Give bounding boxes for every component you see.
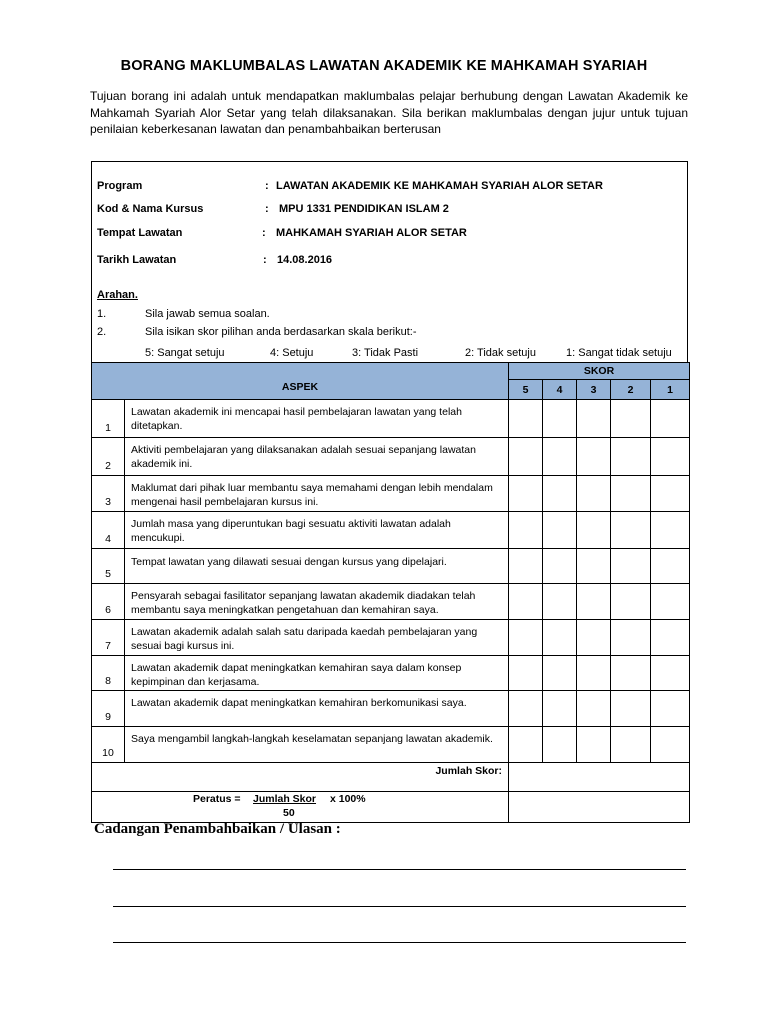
row-question: Lawatan akademik dapat meningkatkan kemahiran saya dalam konsep kepimpinan dan kerjasama. (125, 656, 509, 691)
peratus-multiplier: x 100% (330, 793, 366, 805)
info-label-tempat: Tempat Lawatan (97, 227, 183, 239)
score-cell-2[interactable] (611, 727, 651, 763)
row-number: 2 (92, 438, 125, 476)
table-row (92, 400, 690, 438)
score-cell-5[interactable] (509, 584, 543, 620)
score-cell-1[interactable] (651, 476, 690, 512)
score-cell-5[interactable] (509, 512, 543, 549)
score-cell-1[interactable] (651, 620, 690, 656)
scale-item: 5: Sangat setuju (145, 347, 225, 359)
info-colon: : (263, 254, 267, 266)
table-row (92, 476, 690, 512)
table-row (92, 727, 690, 763)
form-title: BORANG MAKLUMBALAS LAWATAN AKADEMIK KE MAHKAMAH SYARIAH (120, 58, 648, 74)
cadangan-heading: Cadangan Penambahbaikan / Ulasan : (94, 821, 341, 837)
score-col-4: 4 (543, 380, 577, 400)
row-question: Jumlah masa yang diperuntukan bagi sesuatu aktiviti lawatan adalah mencukupi. (125, 512, 509, 549)
scale-item: 3: Tidak Pasti (352, 347, 419, 359)
score-cell-3[interactable] (577, 691, 611, 727)
score-cell-1[interactable] (651, 727, 690, 763)
row-number: 3 (92, 476, 125, 512)
peratus-denominator: 50 (283, 807, 295, 819)
peratus-numerator: Jumlah Skor (253, 793, 317, 805)
score-cell-4[interactable] (543, 620, 577, 656)
score-cell-2[interactable] (611, 512, 651, 549)
score-cell-1[interactable] (651, 400, 690, 438)
row-question: Tempat lawatan yang dilawati sesuai dengan kursus yang dipelajari. (125, 549, 509, 584)
arahan-item-text: Sila jawab semua soalan. (145, 308, 270, 320)
arahan-heading: Arahan. (97, 289, 138, 301)
score-cell-4[interactable] (543, 691, 577, 727)
info-label-tarikh: Tarikh Lawatan (97, 254, 177, 266)
arahan-item-num: 2. (97, 326, 107, 338)
jumlah-skor-label: Jumlah Skor: (92, 763, 509, 792)
score-cell-2[interactable] (611, 438, 651, 476)
comment-line[interactable] (113, 942, 686, 943)
score-cell-5[interactable] (509, 400, 543, 438)
skor-header: SKOR (509, 363, 690, 380)
score-cell-2[interactable] (611, 656, 651, 691)
jumlah-skor-field[interactable] (509, 763, 690, 792)
score-cell-3[interactable] (577, 584, 611, 620)
info-label-program: Program (97, 180, 143, 192)
table-row (92, 438, 690, 476)
score-cell-5[interactable] (509, 727, 543, 763)
row-question: Maklumat dari pihak luar membantu saya memahami dengan lebih mendalam mengenai hasil pembelajaran kursus ini. (125, 476, 509, 512)
row-question: Lawatan akademik adalah salah satu daripada kaedah pembelajaran yang sesuai bagi kursus ini. (125, 620, 509, 656)
peratus-formula (92, 792, 509, 823)
info-label-kursus: Kod & Nama Kursus (97, 203, 204, 215)
row-question: Aktiviti pembelajaran yang dilaksanakan adalah sesuai sepanjang lawatan akademik ini. (125, 438, 509, 476)
score-cell-4[interactable] (543, 549, 577, 584)
info-value-kursus: MPU 1331 PENDIDIKAN ISLAM 2 (279, 203, 449, 215)
score-cell-5[interactable] (509, 656, 543, 691)
table-row (92, 549, 690, 584)
score-col-1: 1 (651, 380, 690, 400)
score-cell-4[interactable] (543, 476, 577, 512)
score-cell-4[interactable] (543, 727, 577, 763)
row-number: 6 (92, 584, 125, 620)
row-question: Pensyarah sebagai fasilitator sepanjang lawatan akademik diadakan telah membantu saya meningkatkan pengetahuan dan kemahiran saya. (125, 584, 509, 620)
info-value-tarikh: 14.08.2016 (277, 254, 333, 266)
score-cell-3[interactable] (577, 512, 611, 549)
score-cell-3[interactable] (577, 438, 611, 476)
table-row (92, 512, 690, 549)
comment-line[interactable] (113, 869, 686, 870)
info-value-tempat: MAHKAMAH SYARIAH ALOR SETAR (276, 227, 467, 239)
score-cell-5[interactable] (509, 691, 543, 727)
scale-item: 4: Setuju (270, 347, 314, 359)
info-colon: : (265, 203, 269, 215)
arahan-item-text: Sila isikan skor pilihan anda berdasarkan skala berikut:- (145, 326, 417, 338)
scale-item: 2: Tidak setuju (465, 347, 536, 359)
score-cell-5[interactable] (509, 620, 543, 656)
score-cell-1[interactable] (651, 656, 690, 691)
score-cell-4[interactable] (543, 512, 577, 549)
score-cell-1[interactable] (651, 691, 690, 727)
score-cell-2[interactable] (611, 584, 651, 620)
score-col-2: 2 (611, 380, 651, 400)
row-number: 8 (92, 656, 125, 691)
score-cell-3[interactable] (577, 620, 611, 656)
table-row (92, 620, 690, 656)
score-cell-4[interactable] (543, 584, 577, 620)
aspek-header: ASPEK (92, 363, 509, 400)
info-colon: : (265, 180, 269, 192)
info-value-program: LAWATAN AKADEMIK KE MAHKAMAH SYARIAH ALOR SETAR (276, 180, 603, 192)
score-cell-2[interactable] (611, 549, 651, 584)
score-cell-3[interactable] (577, 549, 611, 584)
arahan-item-num: 1. (97, 308, 107, 320)
score-cell-2[interactable] (611, 620, 651, 656)
score-cell-5[interactable] (509, 476, 543, 512)
peratus-field[interactable] (509, 792, 690, 823)
info-colon: : (262, 227, 266, 239)
peratus-label: Peratus = (193, 793, 241, 805)
score-cell-3[interactable] (577, 656, 611, 691)
table-row (92, 691, 690, 727)
score-cell-3[interactable] (577, 727, 611, 763)
row-number: 4 (92, 512, 125, 549)
row-question: Lawatan akademik ini mencapai hasil pembelajaran lawatan yang telah ditetapkan. (125, 400, 509, 438)
row-question: Saya mengambil langkah-langkah keselamatan sepanjang lawatan akademik. (125, 727, 509, 763)
score-col-5: 5 (509, 380, 543, 400)
score-cell-4[interactable] (543, 438, 577, 476)
score-cell-1[interactable] (651, 584, 690, 620)
score-cell-5[interactable] (509, 549, 543, 584)
row-number: 7 (92, 620, 125, 656)
row-number: 9 (92, 691, 125, 727)
table-row (92, 584, 690, 620)
score-cell-1[interactable] (651, 438, 690, 476)
score-col-3: 3 (577, 380, 611, 400)
score-cell-3[interactable] (577, 400, 611, 438)
intro-paragraph: Tujuan borang ini adalah untuk mendapatkan maklumbalas pelajar berhubung dengan Lawatan Akademik ke Mahkamah Syariah Alor Setar yang telah dilaksanakan. Sila berikan maklumbalas dengan jujur untuk tujuan penilaian keberkesanan lawatan dan penambahbaikan berterusan (90, 89, 688, 136)
score-table (91, 362, 690, 823)
score-cell-3[interactable] (577, 476, 611, 512)
score-cell-2[interactable] (611, 400, 651, 438)
row-number: 5 (92, 549, 125, 584)
scale-item: 1: Sangat tidak setuju (566, 347, 672, 359)
score-cell-1[interactable] (651, 549, 690, 584)
row-question: Lawatan akademik dapat meningkatkan kemahiran berkomunikasi saya. (125, 691, 509, 727)
score-cell-4[interactable] (543, 656, 577, 691)
score-cell-1[interactable] (651, 512, 690, 549)
score-cell-4[interactable] (543, 400, 577, 438)
score-cell-5[interactable] (509, 438, 543, 476)
row-number: 1 (92, 400, 125, 438)
score-cell-2[interactable] (611, 476, 651, 512)
comment-line[interactable] (113, 906, 686, 907)
row-number: 10 (92, 727, 125, 763)
table-row (92, 656, 690, 691)
score-cell-2[interactable] (611, 691, 651, 727)
